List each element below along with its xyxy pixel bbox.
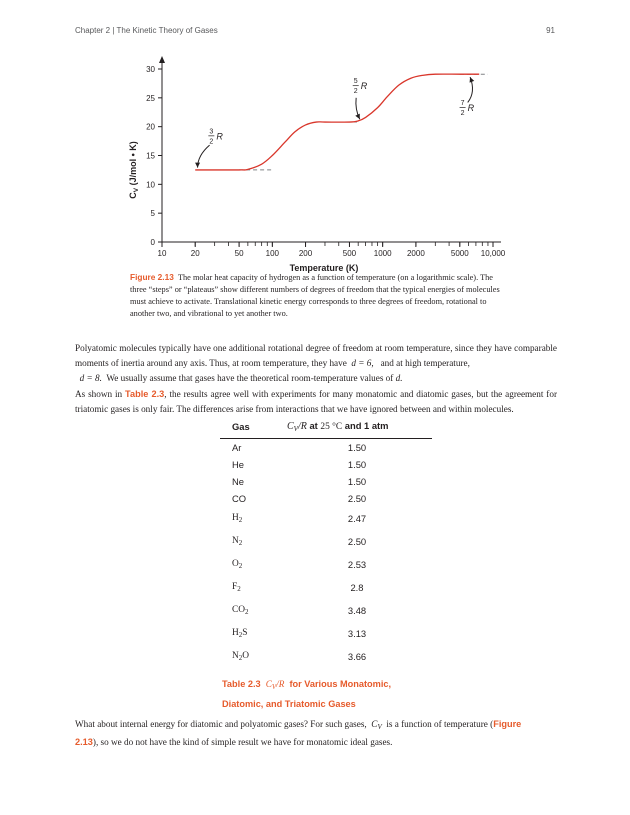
gas-cell: $N_2O$ xyxy=(232,650,250,662)
table-row xyxy=(220,439,432,456)
chart-axes xyxy=(159,56,501,242)
gas-cell: $H_2$ xyxy=(232,512,243,524)
fraction-symbol: R xyxy=(467,103,475,114)
y-tick-label: 15 xyxy=(146,151,155,161)
paragraph-table-reference: As shown in Table 2.3, the results agree well with experiments for many monatomic and diatomic gases, but the agreement for triatomic gases is only fair. The differences arise from interactions that we have ignored between and within molecules. xyxy=(75,389,558,414)
figure-caption xyxy=(130,271,502,320)
x-tick-label: 2000 xyxy=(406,249,425,258)
gas-cell: $F_2$ xyxy=(232,581,241,593)
x-tick-label: 100 xyxy=(265,249,280,258)
x-tick-label: 5000 xyxy=(450,249,469,258)
value-cell: 2.53 xyxy=(347,558,367,570)
fraction-symbol: R xyxy=(216,131,223,142)
gas-cell: $O_2$ xyxy=(232,558,243,570)
value-cell: 3.13 xyxy=(347,627,367,639)
x-tick-label: 200 xyxy=(298,249,313,258)
fraction-symbol: R xyxy=(360,81,368,92)
annotation-fraction-R xyxy=(353,78,368,119)
fraction-denominator: 2 xyxy=(460,110,465,118)
value-cell: 2.50 xyxy=(347,492,367,504)
y-tick-label: 25 xyxy=(146,93,155,103)
annotation-fraction-R xyxy=(460,77,475,117)
column-header-value: $C_V/R$ at 25 °C and 1 atm xyxy=(282,414,432,439)
gas-table xyxy=(220,414,432,668)
fraction-numerator: 5 xyxy=(353,78,358,86)
annotation-arrow xyxy=(198,145,210,167)
y-tick-label: 5 xyxy=(150,209,155,219)
y-tick-label: 0 xyxy=(150,238,155,247)
table-row xyxy=(220,599,432,622)
x-tick-label: 1000 xyxy=(373,249,392,258)
page-number: 91 xyxy=(546,26,555,35)
value-cell: 1.50 xyxy=(347,441,367,453)
figure-link[interactable]: Figure xyxy=(493,719,522,729)
x-tick-label: 20 xyxy=(190,249,200,258)
value-cell: 1.50 xyxy=(347,458,367,470)
heat-capacity-curve xyxy=(195,74,479,170)
gas-cell: He xyxy=(232,458,244,470)
fraction-denominator: 2 xyxy=(209,138,214,146)
figure-caption-label: Figure 2.13 xyxy=(130,272,174,282)
table-link[interactable]: Table 2.3 xyxy=(125,389,165,399)
figure-caption-text: The molar heat capacity of hydrogen as a function of temperature (on a logarithmic scale). The three “steps” or “plateaus” show different numbers of degrees of freedom that the typical energies of molecules must achieve to activate. Translational kinetic energy corresponds to three degrees of freedom, rotational to another two, and vibrational to yet another two. xyxy=(130,273,500,318)
value-cell: 2.8 xyxy=(350,581,364,593)
x-tick-label: 500 xyxy=(342,249,357,258)
chapter-header: Chapter 2 | The Kinetic Theory of Gases xyxy=(75,26,218,35)
gas-cell: Ar xyxy=(232,441,242,453)
value-cell: 3.48 xyxy=(347,604,367,616)
table-row xyxy=(220,576,432,599)
table-row xyxy=(220,456,432,473)
y-axis-label: $C_V$ (J/mol • K) xyxy=(128,141,140,199)
table-row xyxy=(220,530,432,553)
table-caption: Table 2.3 $C_V/R$ for Various Monatomic, Diatomic, and Triatomic Gases xyxy=(222,679,392,709)
annotation-arrowhead xyxy=(195,163,200,168)
table-row xyxy=(220,490,432,507)
value-cell: 3.66 xyxy=(347,650,367,662)
x-axis-label: Temperature (K) xyxy=(289,263,359,273)
figure-link-number[interactable]: 2.13 xyxy=(75,737,93,747)
table-row xyxy=(220,622,432,645)
gas-cell: Ne xyxy=(232,475,244,487)
y-tick-label: 10 xyxy=(146,180,155,190)
table-row xyxy=(220,645,432,668)
gas-cell: $N_2$ xyxy=(232,535,243,547)
y-tick-label: 20 xyxy=(146,122,155,132)
fraction-numerator: 7 xyxy=(460,100,465,108)
fraction-denominator: 2 xyxy=(353,88,358,96)
x-tick-label: 10 xyxy=(157,249,167,258)
x-tick-label: 50 xyxy=(234,249,244,258)
heat-capacity-chart xyxy=(0,50,630,275)
gas-cell: $CO_2$ xyxy=(232,604,249,616)
column-header-gas: Gas xyxy=(220,414,282,439)
paragraph-degrees-of-freedom: Polyatomic molecules typically have one additional rotational degree of freedom at room temperature, since they have comparable moments of inertia around any axis. Thus, at room temperature, they have d = 6, and at high temperature, d = 8. We usually assume that gases have the theoretical room-temperature values of d. xyxy=(75,343,557,383)
annotation-fraction-R xyxy=(195,128,223,167)
value-cell: 2.50 xyxy=(347,535,367,547)
table-row xyxy=(220,553,432,576)
x-tick-label: 10,000 xyxy=(480,249,506,258)
gas-cell: $H_2S$ xyxy=(232,627,248,639)
table-row xyxy=(220,507,432,530)
y-axis-arrow xyxy=(159,56,165,63)
chart-ticks xyxy=(146,65,506,258)
value-cell: 1.50 xyxy=(347,475,367,487)
fraction-numerator: 3 xyxy=(209,128,214,136)
y-tick-label: 30 xyxy=(146,65,155,74)
gas-cell: CO xyxy=(232,492,247,504)
paragraph-internal-energy: What about internal energy for diatomic and polyatomic gases? For such gases, $C_V$ is a function of temperature (Figure 2.13), so we do not have the kind of simple result we have for monatomic ideal gases. xyxy=(75,719,522,747)
table-row xyxy=(220,473,432,490)
value-cell: 2.47 xyxy=(347,512,367,524)
